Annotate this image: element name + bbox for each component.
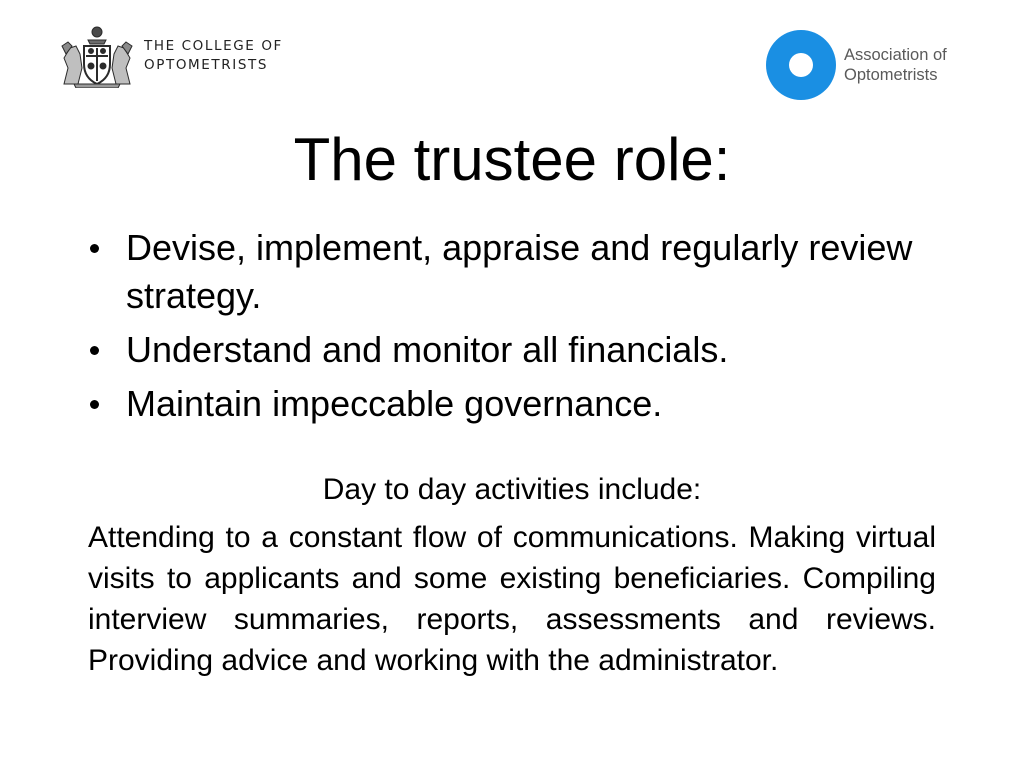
bullet-text: Understand and monitor all financials.: [126, 329, 729, 370]
aop-ring-icon: [766, 30, 836, 100]
bullet-text: Maintain impeccable governance.: [126, 383, 663, 424]
aop-name-line1: Association of: [844, 46, 947, 64]
activities-heading: Day to day activities include:: [322, 473, 702, 506]
college-name-line2: OPTOMETRISTS: [144, 57, 269, 73]
bullet-item: [86, 380, 946, 428]
bullet-list: [86, 224, 946, 434]
aop-name-line2: Optometrists: [844, 66, 938, 84]
bullet-dot-icon: [90, 346, 99, 355]
activities-paragraph: Attending to a constant flow of communications. Making virtual visits to applicants and some existing beneficiaries. Compiling interview summaries, reports, assessments and reviews. Providing advice and working with the administrator.: [88, 521, 936, 677]
college-name: [144, 37, 283, 75]
college-of-optometrists-logo: [60, 24, 283, 88]
bullet-dot-icon: [90, 400, 99, 409]
bullet-item: [86, 224, 946, 320]
association-of-optometrists-logo: [766, 30, 947, 100]
crest-icon: [60, 24, 134, 88]
college-name-line1: THE COLLEGE OF: [144, 38, 283, 54]
bullet-text: Devise, implement, appraise and regularly review strategy.: [126, 227, 913, 316]
slide-title: The trustee role:: [293, 126, 731, 193]
aop-name: [844, 45, 947, 85]
bullet-item: [86, 326, 946, 374]
bullet-dot-icon: [90, 244, 99, 253]
